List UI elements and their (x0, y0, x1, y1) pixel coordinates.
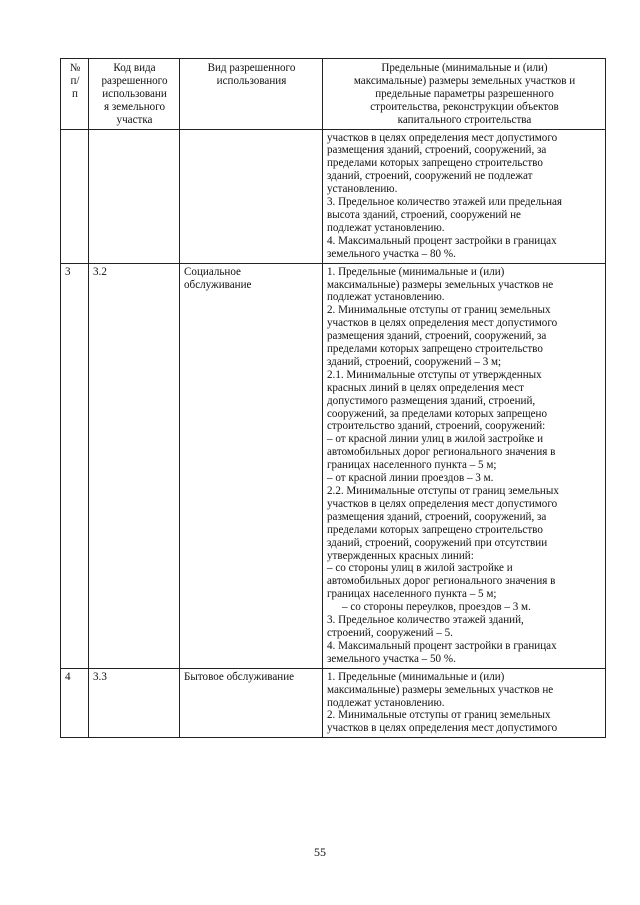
text-line: подлежат установлению. (327, 696, 445, 709)
text-line: высота зданий, строений, сооружений не (327, 208, 521, 221)
text-line: автомобильных дорог регионального значения в (327, 446, 556, 459)
text-line: подлежат установлению. (327, 221, 445, 234)
text-line: 4. Максимальный процент застройки в границах (327, 639, 557, 652)
text-line: – от красной линии улиц в жилой застройке и (327, 433, 544, 446)
text-line: красных линий в целях определения мест (327, 381, 524, 394)
text-line: утвержденных красных линий: (327, 549, 474, 562)
text-line: пределами которых запрещено строительство (327, 157, 543, 170)
text-line: участков в целях определения мест допустимого (327, 317, 558, 330)
text-line: зданий, строений, сооружений при отсутствии (327, 536, 548, 549)
table-row (61, 263, 606, 668)
row-number (61, 129, 89, 263)
text-line: обслуживание (184, 278, 252, 291)
text-line: использовани (102, 87, 167, 100)
text-line: использования (216, 74, 287, 87)
page-number: 55 (314, 845, 326, 859)
text-line: 2.2. Минимальные отступы от границ земельных (327, 485, 559, 497)
text-line: 3. Предельное количество этажей зданий, (327, 614, 524, 627)
text-line: 3. Предельное количество этажей или предельная (327, 196, 563, 209)
text-line: установлению. (327, 183, 398, 196)
row-parameters (323, 668, 606, 738)
text-line: земельного участка – 80 %. (327, 247, 456, 260)
row-kind (180, 668, 323, 738)
zoning-parameters-table (60, 58, 606, 738)
text-line: границах населенного пункта – 5 м; (327, 459, 497, 472)
text-line: Предельные (минимальные и (или) (381, 62, 548, 74)
text-line: максимальные) размеры земельных участков не (327, 278, 554, 291)
row-kind (180, 129, 323, 263)
text-line: зданий, строений, сооружений – 3 м; (327, 355, 502, 368)
text-line: 2. Минимальные отступы от границ земельных (327, 709, 551, 722)
text-line: Бытовое обслуживание (184, 670, 295, 683)
text-line: строений, сооружений – 5. (327, 626, 453, 639)
text-line: 4. Максимальный процент застройки в границах (327, 234, 557, 247)
text-line: – со стороны переулков, проездов – 3 м. (342, 601, 531, 614)
header-kind (180, 59, 323, 130)
row-kind (180, 263, 323, 668)
text-line: пределами которых запрещено строительство (327, 523, 543, 536)
text-line: максимальные) размеры земельных участков и (353, 74, 576, 87)
text-line: подлежат установлению. (327, 291, 445, 304)
text-line: участков в целях определения мест допустимого (327, 722, 558, 735)
text-line: п/ (70, 74, 80, 87)
row-number: 3 (61, 263, 89, 668)
text-line: капитального строительства (397, 113, 532, 126)
text-line: участка (116, 113, 153, 126)
text-line: Код вида (113, 62, 156, 74)
row-code (89, 129, 180, 263)
text-line: максимальные) размеры земельных участков не (327, 683, 554, 696)
text-line: Вид разрешенного (207, 62, 296, 74)
header-number (61, 59, 89, 130)
text-line: допустимого размещения зданий, строений, (327, 394, 536, 407)
text-line: п (72, 87, 78, 100)
text-line: размещения зданий, строений, сооружений, за (327, 510, 547, 523)
text-line: разрешенного (101, 74, 168, 87)
text-line: Социальное (184, 265, 241, 278)
text-line: земельного участка – 50 %. (327, 652, 456, 665)
table-header-row (61, 59, 606, 130)
text-line: 1. Предельные (минимальные и (или) (327, 265, 505, 278)
row-code: 3.2 (89, 263, 180, 668)
text-line: размещения зданий, строений, сооружений, за (327, 144, 547, 157)
text-line: размещения зданий, строений, сооружений, за (327, 330, 547, 343)
text-line: строительство зданий, строений, сооружений: (327, 420, 546, 433)
row-number: 4 (61, 668, 89, 738)
header-code (89, 59, 180, 130)
text-line: строительства, реконструкции объектов (370, 100, 559, 113)
table-row (61, 668, 606, 738)
text-line: границах населенного пункта – 5 м; (327, 588, 497, 601)
text-line: автомобильных дорог регионального значения в (327, 575, 556, 588)
text-line: № (69, 62, 81, 74)
text-line: я земельного (103, 100, 166, 113)
header-parameters (323, 59, 606, 130)
row-parameters (323, 263, 606, 668)
text-line: пределами которых запрещено строительство (327, 343, 543, 356)
text-line: – со стороны улиц в жилой застройке и (327, 562, 513, 575)
text-line: сооружений, за пределами которых запрещено (327, 407, 548, 420)
row-code: 3.3 (89, 668, 180, 738)
text-line: 2.1. Минимальные отступы от утвержденных (327, 368, 542, 381)
text-line: предельные параметры разрешенного (375, 87, 554, 100)
text-line: участков в целях определения мест допустимого (327, 131, 558, 144)
text-line: 1. Предельные (минимальные и (или) (327, 670, 505, 683)
text-line: зданий, строений, сооружений не подлежат (327, 170, 533, 183)
text-line: – от красной линии проездов – 3 м. (327, 472, 494, 485)
text-line: участков в целях определения мест допустимого (327, 497, 558, 510)
text-line: 2. Минимальные отступы от границ земельных (327, 304, 551, 317)
row-parameters (323, 129, 606, 263)
table-row (61, 129, 606, 263)
